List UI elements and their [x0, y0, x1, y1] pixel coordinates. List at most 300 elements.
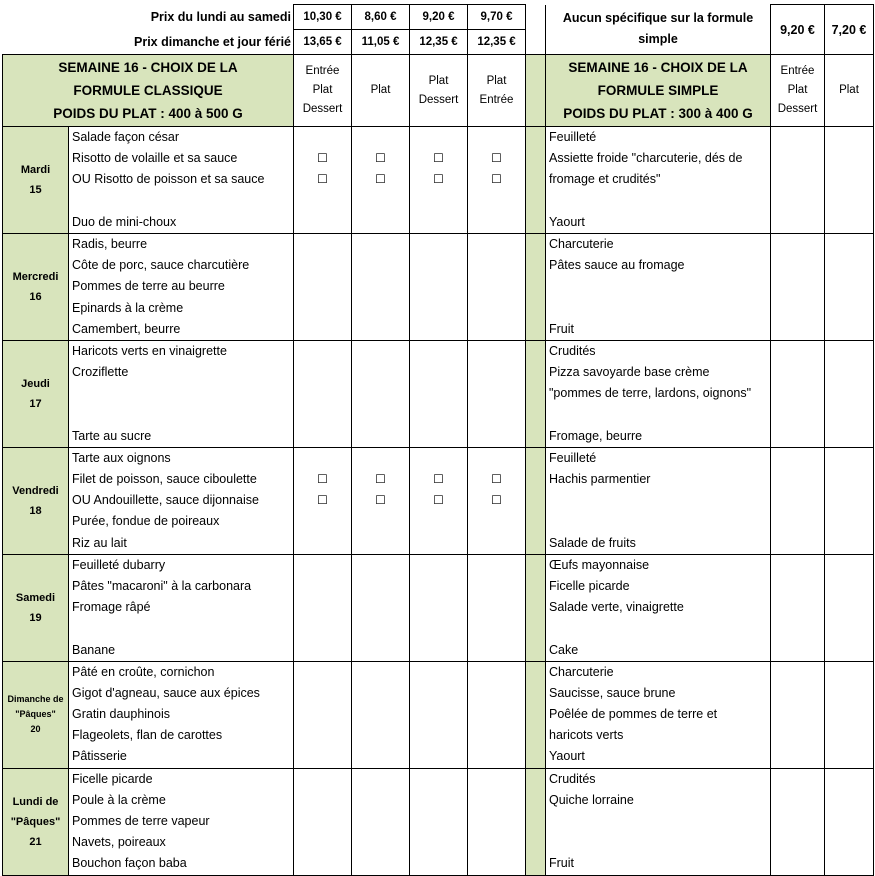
empty-line — [294, 597, 351, 618]
empty-line — [294, 555, 351, 576]
menu-item: Salade verte, vinaigrette — [549, 600, 684, 615]
simple-col-plat — [825, 55, 874, 127]
empty-line — [294, 790, 351, 811]
simple-title-line3: POIDS DU PLAT : 300 à 400 G — [563, 106, 753, 121]
classic-choice-cell — [468, 768, 526, 875]
simple-choice-cell — [825, 661, 874, 768]
classic-choice-cell — [352, 768, 410, 875]
day-row — [3, 340, 874, 447]
empty-line — [410, 662, 467, 683]
menu-item: Fromage râpé — [72, 600, 151, 615]
classic-choice-cell — [294, 661, 352, 768]
empty-line — [294, 576, 351, 597]
empty-line — [294, 341, 351, 362]
simple-price-1: 7,20 € — [825, 5, 874, 55]
choice-checkbox[interactable]: ☐ — [317, 493, 328, 508]
empty-line — [294, 511, 351, 532]
menu-item: Epinards à la crème — [72, 300, 184, 315]
menu-item: Gratin dauphinois — [72, 707, 170, 722]
col-header-word: Entrée — [479, 93, 514, 106]
choice-checkbox[interactable]: ☐ — [375, 493, 386, 508]
empty-line — [294, 319, 351, 340]
classic-choice-cell — [294, 340, 352, 447]
day-label — [3, 447, 69, 554]
col-header-word: Entrée — [780, 65, 815, 77]
empty-line — [410, 362, 467, 383]
empty-line — [294, 298, 351, 319]
menu-item: OU Andouillette, sauce dijonnaise — [72, 493, 259, 508]
choice-checkbox[interactable]: ☐ — [375, 472, 386, 486]
day-name: Vendredi — [12, 484, 59, 497]
empty-line — [410, 618, 467, 639]
empty-line — [410, 404, 467, 425]
empty-line — [352, 533, 409, 554]
empty-line — [294, 234, 351, 255]
simple-choice-cell — [825, 554, 874, 661]
simple-choice-cell — [825, 768, 874, 875]
empty-line — [294, 704, 351, 725]
empty-line — [352, 383, 409, 404]
day-row — [3, 127, 874, 234]
empty-line — [352, 683, 409, 704]
menu-item: Fruit — [549, 321, 574, 336]
empty-line — [468, 426, 525, 447]
empty-line — [294, 276, 351, 297]
menu-item — [546, 490, 770, 511]
simple-choice-cell — [771, 554, 825, 661]
classic-menu-cell — [69, 447, 294, 554]
empty-line — [352, 811, 409, 832]
empty-line — [468, 704, 525, 725]
empty-line — [294, 426, 351, 447]
empty-line — [294, 769, 351, 790]
empty-line — [410, 811, 467, 832]
classic-choice-cell — [410, 554, 468, 661]
empty-line — [410, 448, 467, 469]
choice-checkbox[interactable]: ☐ — [491, 472, 502, 486]
classic-menu-cell — [69, 554, 294, 661]
simple-choice-cell — [825, 233, 874, 340]
classic-choice-cell — [410, 340, 468, 447]
simple-choice-cell — [771, 127, 825, 234]
day-label — [3, 233, 69, 340]
price-weekday-3: 9,70 € — [468, 5, 526, 30]
menu-item: haricots verts — [549, 728, 624, 743]
empty-line — [294, 383, 351, 404]
classic-choice-cell[interactable] — [352, 127, 410, 234]
col-header-word: Dessert — [777, 103, 818, 115]
simple-menu-cell — [546, 233, 771, 340]
empty-line — [352, 790, 409, 811]
empty-line — [294, 362, 351, 383]
classic-choice-cell — [410, 768, 468, 875]
classic-col-plat-entree — [468, 55, 526, 127]
weekday-price-row — [3, 5, 874, 30]
simple-choice-cell — [771, 233, 825, 340]
holiday-price-label: Prix dimanche et jour férié — [134, 34, 291, 49]
empty-line — [468, 790, 525, 811]
day-name: Jeudi — [21, 377, 50, 390]
menu-item — [546, 832, 770, 853]
empty-line — [468, 597, 525, 618]
col-header-word: Plat — [486, 74, 507, 87]
empty-line — [410, 319, 467, 340]
separator — [526, 55, 546, 127]
menu-item — [546, 191, 770, 212]
empty-line — [410, 725, 467, 746]
empty-line — [410, 683, 467, 704]
simple-menu-cell — [546, 554, 771, 661]
choice-checkbox[interactable]: ☐ — [433, 493, 444, 508]
menu-item: Tarte au sucre — [72, 428, 152, 443]
empty-line — [468, 618, 525, 639]
menu-item: Croziflette — [72, 365, 129, 380]
empty-line — [352, 746, 409, 767]
empty-line — [294, 127, 351, 148]
empty-line — [352, 341, 409, 362]
day-number: 16 — [29, 290, 42, 303]
empty-line — [468, 662, 525, 683]
day-name: Mercredi — [12, 270, 59, 283]
classic-col-plat — [352, 55, 410, 127]
empty-line — [468, 640, 525, 661]
menu-item: fromage et crudités" — [549, 172, 661, 187]
menu-item: Fruit — [549, 856, 574, 871]
classic-title-line1: SEMAINE 16 - CHOIX DE LA — [58, 60, 238, 75]
empty-line — [468, 212, 525, 233]
classic-title — [3, 55, 294, 127]
menu-item: Hachis parmentier — [549, 472, 651, 486]
menu-item: Duo de mini-choux — [72, 214, 177, 229]
classic-choice-cell[interactable] — [410, 127, 468, 234]
empty-line — [352, 191, 409, 212]
col-header-word: Plat — [428, 74, 449, 87]
empty-line — [410, 127, 467, 148]
empty-line — [468, 448, 525, 469]
simple-menu-cell — [546, 768, 771, 875]
menu-item — [546, 276, 770, 297]
menu-item: Pommes de terre vapeur — [72, 814, 210, 828]
menu-item — [69, 404, 293, 425]
empty-line — [352, 212, 409, 233]
menu-item: Tarte aux oignons — [72, 450, 171, 465]
separator — [526, 661, 546, 768]
menu-item: Flageolets, flan de carottes — [72, 728, 223, 743]
simple-menu-cell — [546, 447, 771, 554]
day-label — [3, 554, 69, 661]
separator — [526, 768, 546, 875]
classic-choice-cell — [468, 661, 526, 768]
empty-line — [468, 276, 525, 297]
simple-price-0: 9,20 € — [771, 5, 825, 55]
day-name: Lundi de "Pâques" — [10, 795, 61, 828]
choice-checkbox[interactable]: ☐ — [317, 472, 328, 486]
choice-checkbox[interactable]: ☐ — [433, 172, 444, 187]
classic-choice-cell — [468, 340, 526, 447]
menu-item: OU Risotto de poisson et sa sauce — [72, 172, 265, 187]
empty-line — [352, 127, 409, 148]
classic-choice-cell — [468, 554, 526, 661]
price-weekday-2: 9,20 € — [410, 5, 468, 30]
day-row — [3, 233, 874, 340]
empty-line — [294, 853, 351, 874]
empty-line — [410, 746, 467, 767]
menu-item: Pâtisserie — [72, 749, 127, 764]
menu-item — [546, 618, 770, 639]
empty-line — [352, 555, 409, 576]
menu-item: Ficelle picarde — [549, 578, 630, 593]
empty-line — [468, 362, 525, 383]
day-label — [3, 661, 69, 768]
day-number: 19 — [29, 611, 42, 624]
day-number: 18 — [29, 504, 42, 517]
classic-choice-cell — [294, 554, 352, 661]
menu-item: Côte de porc, sauce charcutière — [72, 258, 250, 273]
separator — [526, 340, 546, 447]
menu-item: Haricots verts en vinaigrette — [72, 343, 227, 358]
empty-line — [468, 555, 525, 576]
day-row — [3, 661, 874, 768]
menu-item: Purée, fondue de poireaux — [72, 514, 220, 529]
empty-line — [352, 404, 409, 425]
empty-line — [410, 212, 467, 233]
menu-item: Poule à la crème — [72, 792, 166, 807]
menu-item — [546, 811, 770, 832]
empty-line — [294, 191, 351, 212]
price-weekday-1: 8,60 € — [352, 5, 410, 30]
empty-line — [294, 533, 351, 554]
empty-line — [352, 640, 409, 661]
day-row — [3, 447, 874, 554]
empty-line — [468, 811, 525, 832]
empty-line — [468, 769, 525, 790]
day-name: Dimanche de "Pâques" — [7, 694, 64, 720]
empty-line — [468, 576, 525, 597]
empty-line — [294, 683, 351, 704]
empty-line — [294, 618, 351, 639]
empty-line — [410, 704, 467, 725]
col-header-word: Plat — [370, 84, 391, 96]
menu-item: Radis, beurre — [72, 236, 148, 251]
classic-choice-cell — [468, 233, 526, 340]
simple-title-line1: SEMAINE 16 - CHOIX DE LA — [568, 60, 748, 75]
price-holiday-1: 11,05 € — [352, 30, 410, 55]
menu-item: Pâtes "macaroni" à la carbonara — [72, 578, 252, 593]
day-number: 20 — [30, 724, 41, 735]
empty-line — [410, 533, 467, 554]
empty-line — [410, 511, 467, 532]
empty-line — [352, 662, 409, 683]
classic-title-line3: POIDS DU PLAT : 400 à 500 G — [53, 106, 243, 121]
classic-choice-cell[interactable] — [352, 447, 410, 554]
simple-choice-cell — [771, 447, 825, 554]
empty-line — [294, 811, 351, 832]
menu-item: Pâté en croûte, cornichon — [72, 664, 215, 679]
day-label — [3, 340, 69, 447]
empty-line — [352, 769, 409, 790]
empty-line — [410, 555, 467, 576]
choice-checkbox[interactable]: ☐ — [433, 151, 444, 166]
menu-item — [69, 383, 293, 404]
separator — [526, 127, 546, 234]
empty-line — [352, 618, 409, 639]
choice-checkbox[interactable]: ☐ — [317, 172, 328, 187]
choice-checkbox[interactable]: ☐ — [491, 151, 502, 166]
empty-line — [468, 404, 525, 425]
empty-line — [468, 319, 525, 340]
classic-title-line2: FORMULE CLASSIQUE — [73, 83, 223, 98]
empty-line — [468, 511, 525, 532]
empty-line — [294, 725, 351, 746]
empty-line — [468, 832, 525, 853]
empty-line — [294, 640, 351, 661]
classic-choice-cell[interactable] — [468, 447, 526, 554]
empty-line — [352, 576, 409, 597]
classic-menu-cell — [69, 768, 294, 875]
empty-line — [410, 426, 467, 447]
menu-item: Ficelle picarde — [72, 771, 153, 786]
simple-menu-cell — [546, 127, 771, 234]
col-header-word: Plat — [312, 84, 333, 96]
menu-table — [2, 4, 874, 876]
empty-line — [468, 341, 525, 362]
price-holiday-2: 12,35 € — [410, 30, 468, 55]
weekday-price-label: Prix du lundi au samedi — [150, 10, 291, 24]
empty-line — [352, 511, 409, 532]
empty-line — [468, 683, 525, 704]
price-holiday-0: 13,65 € — [294, 30, 352, 55]
day-row — [3, 768, 874, 875]
simple-title-line2: FORMULE SIMPLE — [597, 83, 719, 98]
choice-checkbox[interactable]: ☐ — [375, 151, 386, 166]
empty-line — [468, 853, 525, 874]
col-header-word: Dessert — [302, 103, 343, 115]
menu-item: Risotto de volaille et sa sauce — [72, 151, 238, 166]
menu-item: Gigot d'agneau, sauce aux épices — [72, 685, 260, 700]
empty-line — [410, 341, 467, 362]
empty-line — [294, 448, 351, 469]
menu-item: Quiche lorraine — [549, 792, 634, 807]
menu-item: Crudités — [549, 343, 596, 358]
classic-choice-cell — [294, 233, 352, 340]
empty-line — [410, 255, 467, 276]
empty-line — [352, 298, 409, 319]
simple-price-note: Aucun spécifique sur la formule simple — [546, 5, 771, 55]
menu-item: Navets, poireaux — [72, 835, 166, 850]
menu-item: Charcuterie — [549, 664, 614, 679]
menu-item: "pommes de terre, lardons, oignons" — [549, 386, 752, 401]
classic-choice-cell[interactable] — [468, 127, 526, 234]
menu-item: Banane — [72, 642, 116, 657]
choice-checkbox[interactable]: ☐ — [433, 472, 444, 486]
empty-line — [294, 746, 351, 767]
classic-menu-cell — [69, 340, 294, 447]
menu-item: Assiette froide "charcuterie, dés de — [549, 151, 743, 166]
classic-choice-cell — [410, 661, 468, 768]
empty-line — [352, 725, 409, 746]
classic-choice-cell — [352, 661, 410, 768]
price-holiday-3: 12,35 € — [468, 30, 526, 55]
section-header-row — [3, 55, 874, 127]
day-number: 15 — [29, 183, 42, 196]
menu-item: Camembert, beurre — [72, 321, 181, 336]
choice-checkbox[interactable]: ☐ — [491, 172, 502, 187]
classic-menu-cell — [69, 233, 294, 340]
menu-item — [546, 404, 770, 425]
empty-line — [468, 127, 525, 148]
menu-item: Cake — [549, 642, 579, 657]
menu-item: Salade façon césar — [72, 130, 180, 144]
empty-line — [468, 746, 525, 767]
empty-line — [410, 234, 467, 255]
menu-item: Yaourt — [549, 214, 585, 229]
empty-line — [468, 383, 525, 404]
simple-choice-cell — [825, 127, 874, 234]
menu-item: Yaourt — [549, 749, 585, 764]
classic-menu-cell — [69, 127, 294, 234]
empty-line — [352, 362, 409, 383]
empty-line — [352, 426, 409, 447]
col-header-word: Plat — [839, 84, 859, 96]
menu-item — [546, 511, 770, 532]
simple-choice-cell — [825, 340, 874, 447]
empty-line — [410, 298, 467, 319]
classic-choice-cell[interactable] — [294, 127, 352, 234]
empty-line — [410, 769, 467, 790]
empty-line — [352, 234, 409, 255]
empty-line — [352, 704, 409, 725]
price-weekday-0: 10,30 € — [294, 5, 352, 30]
menu-item: Feuilleté — [549, 450, 597, 465]
empty-line — [352, 319, 409, 340]
empty-line — [410, 191, 467, 212]
menu-item: Fromage, beurre — [549, 428, 643, 443]
menu-item: Filet de poisson, sauce ciboulette — [72, 472, 257, 486]
menu-item — [546, 298, 770, 319]
simple-col-entree-plat-dessert — [771, 55, 825, 127]
menu-item: Riz au lait — [72, 535, 127, 550]
choice-checkbox[interactable]: ☐ — [375, 172, 386, 187]
empty-line — [468, 533, 525, 554]
empty-line — [410, 832, 467, 853]
choice-checkbox[interactable]: ☐ — [491, 493, 502, 508]
menu-item: Poêlée de pommes de terre et — [549, 707, 718, 722]
menu-item: Crudités — [549, 771, 596, 786]
menu-item: Bouchon façon baba — [72, 856, 187, 871]
empty-line — [468, 255, 525, 276]
empty-line — [294, 255, 351, 276]
simple-choice-cell — [771, 768, 825, 875]
simple-choice-cell — [771, 340, 825, 447]
simple-choice-cell — [771, 661, 825, 768]
empty-line — [352, 853, 409, 874]
menu-item: Saucisse, sauce brune — [549, 685, 676, 700]
classic-choice-cell — [352, 340, 410, 447]
empty-line — [352, 276, 409, 297]
menu-item: Pommes de terre au beurre — [72, 279, 225, 294]
classic-choice-cell[interactable] — [410, 447, 468, 554]
empty-line — [410, 276, 467, 297]
classic-col-entree-plat-dessert — [294, 55, 352, 127]
empty-line — [294, 212, 351, 233]
col-header-word: Dessert — [418, 93, 459, 106]
col-header-word: Plat — [787, 84, 808, 96]
choice-checkbox[interactable]: ☐ — [317, 151, 328, 166]
classic-choice-cell[interactable] — [294, 447, 352, 554]
empty-line — [468, 191, 525, 212]
col-header-word: Entrée — [305, 65, 340, 77]
empty-line — [468, 725, 525, 746]
